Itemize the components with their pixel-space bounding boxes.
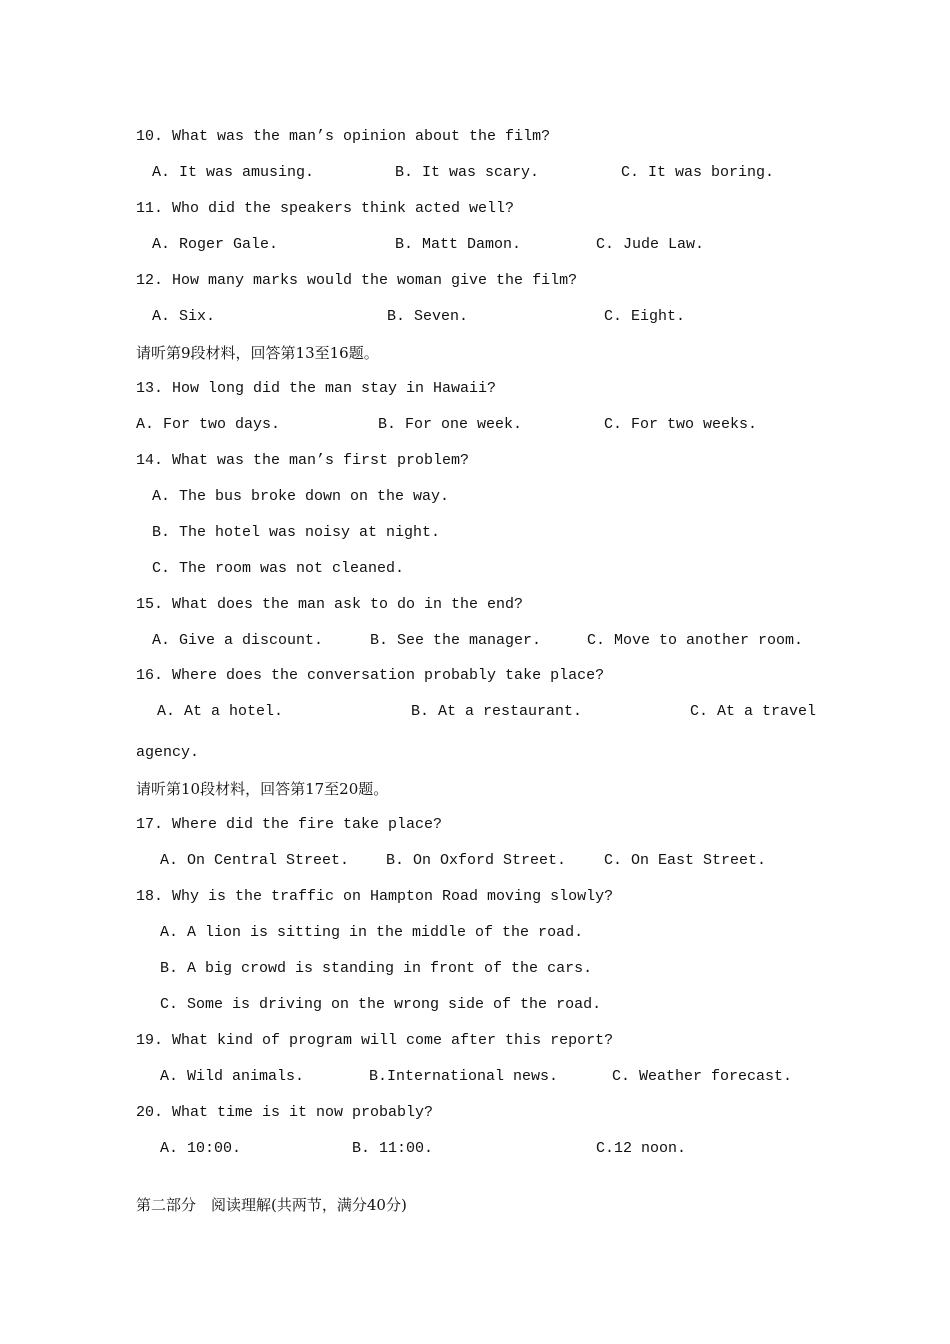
question-15-stem: 15. What does the man ask to do in the end? [136,596,524,613]
question-16-option-c-continuation: agency. [136,744,200,761]
question-12-option-a: A. Six. [152,308,216,325]
question-13-stem: 13. How long did the man stay in Hawaii? [136,380,497,397]
question-12-option-c: C. Eight. [604,308,686,325]
question-14-option-a: A. The bus broke down on the way. [152,488,450,505]
question-13-option-b: B. For one week. [378,416,523,433]
question-16-option-b: B. At a restaurant. [411,703,583,720]
question-17-option-b: B. On Oxford Street. [386,852,567,869]
question-10-stem: 10. What was the man’s opinion about the film? [136,128,551,145]
question-20-option-a: A. 10:00. [160,1140,242,1157]
question-16-option-a: A. At a hotel. [157,703,284,720]
instruction-segment-9: 请听第9段材料，回答第13至16题。 [136,344,379,362]
question-18-option-c: C. Some is driving on the wrong side of the road. [160,996,602,1013]
question-19-option-a: A. Wild animals. [160,1068,305,1085]
question-11-option-c: C. Jude Law. [596,236,705,253]
section-heading: 第二部分 阅读理解(共两节，满分40分) [136,1196,407,1214]
question-11-option-b: B. Matt Damon. [395,236,522,253]
question-18-option-b: B. A big crowd is standing in front of the cars. [160,960,593,977]
question-19-option-b: B.International news. [369,1068,559,1085]
question-11-option-a: A. Roger Gale. [152,236,279,253]
question-20-option-c: C.12 noon. [596,1140,687,1157]
question-12-option-b: B. Seven. [387,308,469,325]
question-14-stem: 14. What was the man’s first problem? [136,452,470,469]
question-15-option-c: C. Move to another room. [587,632,804,649]
instruction-segment-10: 请听第10段材料，回答第17至20题。 [136,780,389,798]
question-14-option-c: C. The room was not cleaned. [152,560,405,577]
question-15-option-b: B. See the manager. [370,632,542,649]
question-11-stem: 11. Who did the speakers think acted well? [136,200,515,217]
question-16-stem: 16. Where does the conversation probably take place? [136,667,605,684]
question-10-option-c: C. It was boring. [621,164,775,181]
question-10-option-a: A. It was amusing. [152,164,315,181]
question-19-option-c: C. Weather forecast. [612,1068,793,1085]
question-18-option-a: A. A lion is sitting in the middle of the road. [160,924,584,941]
question-19-stem: 19. What kind of program will come after this report? [136,1032,614,1049]
question-10-option-b: B. It was scary. [395,164,540,181]
question-17-option-c: C. On East Street. [604,852,767,869]
question-17-option-a: A. On Central Street. [160,852,350,869]
question-18-stem: 18. Why is the traffic on Hampton Road moving slowly? [136,888,614,905]
question-13-option-c: C. For two weeks. [604,416,758,433]
question-20-stem: 20. What time is it now probably? [136,1104,434,1121]
question-12-stem: 12. How many marks would the woman give the film? [136,272,578,289]
question-14-option-b: B. The hotel was noisy at night. [152,524,441,541]
question-16-option-c: C. At a travel [690,703,817,720]
question-15-option-a: A. Give a discount. [152,632,324,649]
question-20-option-b: B. 11:00. [352,1140,434,1157]
question-13-option-a: A. For two days. [136,416,281,433]
question-17-stem: 17. Where did the fire take place? [136,816,443,833]
